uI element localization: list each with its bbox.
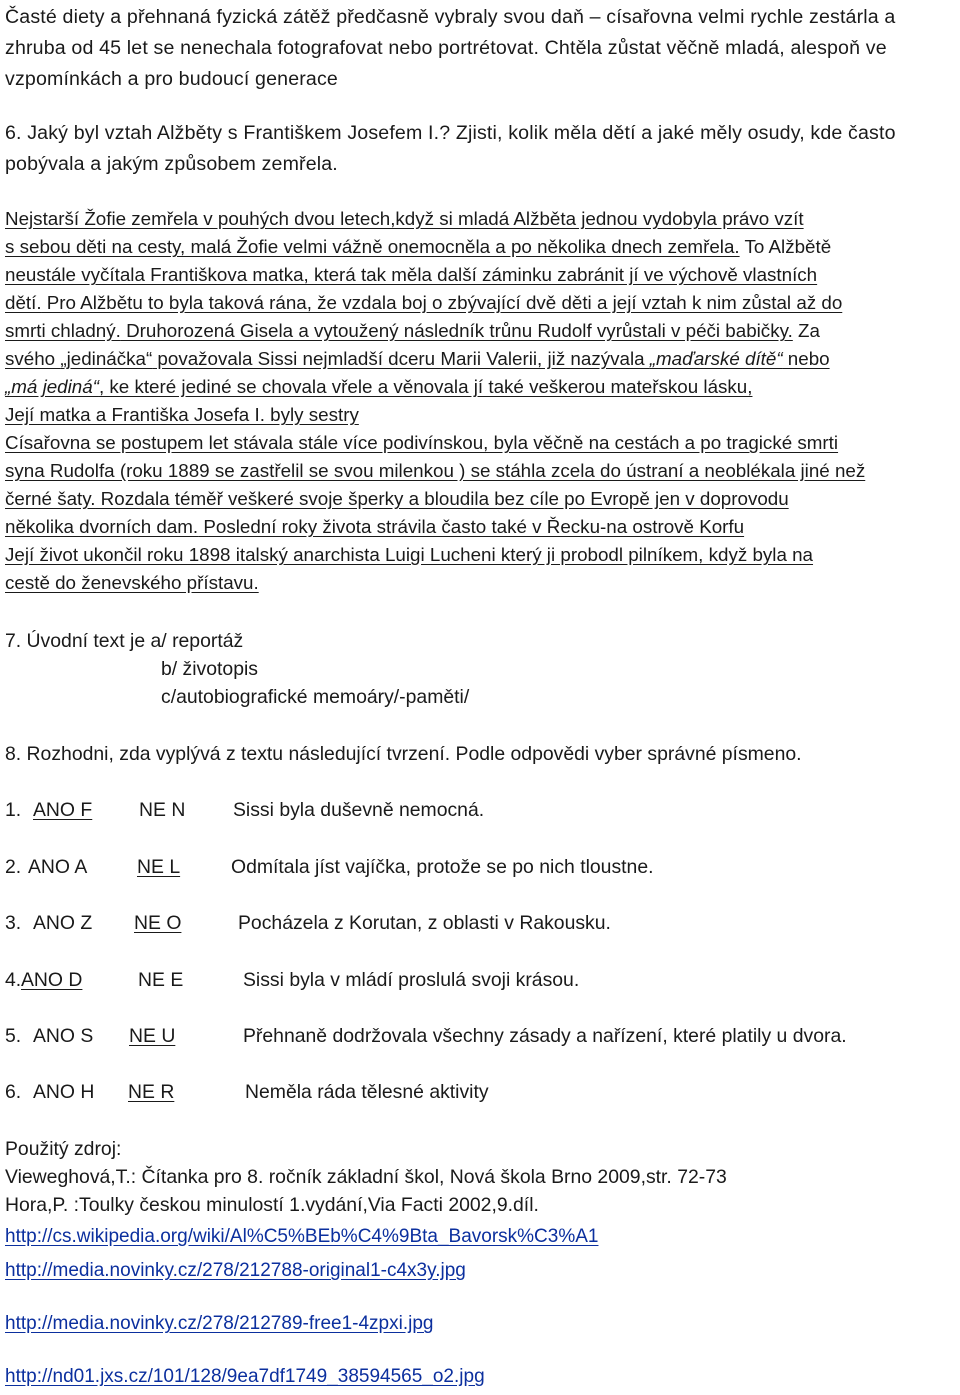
statement-number: 5. (5, 1025, 22, 1047)
statement-text: Odmítala jíst vajíčka, protože se po nich tloustne. (231, 856, 654, 878)
sources-heading: Použitý zdroj: (5, 1138, 122, 1160)
statement-number: 2. (5, 856, 22, 878)
answer-text: svého (5, 348, 61, 369)
answer-line-5 (5, 319, 820, 343)
answer-text: , ke které jediné se chovala vřele a věnovala jí také veškerou mateřskou lásku, (98, 376, 753, 397)
statement-text: Sissi byla duševně nemocná. (233, 799, 485, 821)
answer-italic-text: „má jediná“ (5, 376, 99, 397)
answer-line-14 (5, 571, 259, 595)
answer-text: dětí. (5, 292, 42, 313)
question-7-label: 7. Úvodní text je a/ reportáž (5, 630, 244, 652)
answer-text: Její život ukončil roku 1898 italský anarchista Luigi Lucheni který ji probodl pilníkem, když byla na (5, 544, 814, 565)
answer-line-11 (5, 487, 789, 511)
statement-number: 4. (5, 969, 22, 991)
statement-number: 6. (5, 1081, 22, 1103)
statement-text: Neměla ráda tělesné aktivity (245, 1081, 489, 1103)
answer-text: s sebou děti na cesty, malá Žofie velmi vážně onemocněla a po několika dnech zemřela. (5, 236, 740, 257)
answer-text: smrti chladný. (5, 320, 121, 341)
answer-text: Její matka a Františka Josefa I. byly sestry (5, 404, 359, 425)
answer-text: považovala Sissi nejmladší dceru Marii Valerii, již nazývala (152, 348, 650, 369)
source-link[interactable]: http://cs.wikipedia.org/wiki/Al%C5%BEb%C4%9Bta_Bavorsk%C3%A1 (5, 1226, 599, 1247)
answer-line-12 (5, 515, 744, 539)
question-6-line-2: pobývala a jakým způsobem zemřela. (5, 153, 338, 175)
answer-text: Poslední roky života strávila často také v Řecku-na ostrově Korfu (198, 516, 745, 537)
answer-text: syna Rudolfa (roku 1889 se zastřelil se svou milenkou ) se stáhla zcela do ústraní a neoblékala jiné než (5, 460, 866, 481)
answer-line-1 (5, 207, 804, 231)
statement-ano-option[interactable]: ANO H (33, 1081, 95, 1103)
source-link[interactable]: http://nd01.jxs.cz/101/128/9ea7df1749_38594565_o2.jpg (5, 1366, 485, 1387)
answer-line-10 (5, 459, 865, 483)
intro-line-1: Časté diety a přehnaná fyzická zátěž předčasně vybraly svou daň – císařovna velmi rychle zestárla a (5, 6, 896, 28)
answer-text: Za (792, 320, 820, 341)
statement-ne-option[interactable]: NE R (128, 1081, 175, 1103)
answer-line-13 (5, 543, 813, 567)
source-link[interactable]: http://media.novinky.cz/278/212789-free1-4zpxi.jpg (5, 1313, 434, 1334)
statement-ano-option[interactable]: ANO Z (33, 912, 93, 934)
answer-text: černé šaty. (5, 488, 96, 509)
statement-ne-option[interactable]: NE L (137, 856, 181, 878)
answer-text: nebo (782, 348, 830, 369)
answer-text: Pro Alžbětu to byla taková rána, že vzdala boj o zbývající dvě děti a její vztah k nim zůstal až do (41, 292, 843, 313)
answer-line-8 (5, 403, 359, 427)
statement-ano-option[interactable]: ANO F (33, 799, 93, 821)
intro-line-2: zhruba od 45 let se nenechala fotografovat nebo portrétovat. Chtěla zůstat věčně mladá, alespoň ve (5, 37, 887, 59)
statement-ne-option[interactable]: NE U (129, 1025, 176, 1047)
statement-number: 1. (5, 799, 22, 821)
statement-ne-option[interactable]: NE N (139, 799, 186, 821)
answer-italic-text: „maďarské dítě“ (649, 348, 783, 369)
intro-line-3: vzpomínkách a pro budoucí generace (5, 68, 338, 90)
question-7-option-c: c/autobiografické memoáry/-paměti/ (161, 686, 470, 708)
statement-text: Sissi byla v mládí proslulá svoji krásou. (243, 969, 580, 991)
statement-ano-option[interactable]: ANO D (21, 969, 83, 991)
answer-text: neustále vyčítala Františkova matka, která tak měla další záminku zabránit jí ve výchově vlastních (5, 264, 818, 285)
answer-text: Císařovna se postupem let stávala stále více podivínskou, byla věčně na cestách a po tragické smrti (5, 432, 839, 453)
answer-line-4 (5, 291, 842, 315)
answer-line-7 (5, 375, 752, 399)
answer-line-9 (5, 431, 838, 455)
answer-text: několika dvorních dam. (5, 516, 199, 537)
statement-ano-option[interactable]: ANO A (28, 856, 88, 878)
source-reference: Hora,P. :Toulky českou minulostí 1.vydání,Via Facti 2002,9.díl. (5, 1194, 539, 1216)
answer-text: Rozdala téměř veškeré svoje šperky a bloudila bez cíle po Evropě jen v doprovodu (95, 488, 789, 509)
question-6-line-1: 6. Jaký byl vztah Alžběty s Františkem Josefem I.? Zjisti, kolik měla dětí a jaké měly osudy, kde často (5, 122, 896, 144)
question-7-option-b: b/ životopis (161, 658, 259, 680)
answer-line-6 (5, 347, 830, 371)
answer-text: To Alžbětě (739, 236, 832, 257)
answer-text: cestě do ženevského přístavu. (5, 572, 259, 593)
statement-ne-option[interactable]: NE E (138, 969, 184, 991)
source-reference: Vieweghová,T.: Čítanka pro 8. ročník základní škol, Nová škola Brno 2009,str. 72-73 (5, 1166, 727, 1188)
question-8-label: 8. Rozhodni, zda vyplývá z textu následující tvrzení. Podle odpovědi vyber správné písmeno. (5, 743, 802, 765)
statement-ne-option[interactable]: NE O (134, 912, 182, 934)
statement-text: Pocházela z Korutan, z oblasti v Rakousku. (238, 912, 611, 934)
answer-text: Nejstarší Žofie zemřela v pouhých dvou letech,když si mladá Alžběta jednou vydobyla právo vzít (5, 208, 804, 229)
answer-line-3 (5, 263, 817, 287)
answer-text: „jedináčka“ (60, 348, 153, 369)
statement-text: Přehnaně dodržovala všechny zásady a nařízení, které platily u dvora. (243, 1025, 847, 1047)
statement-number: 3. (5, 912, 22, 934)
source-link[interactable]: http://media.novinky.cz/278/212788-original1-c4x3y.jpg (5, 1260, 466, 1281)
answer-line-2 (5, 235, 831, 259)
answer-text: Druhorozená Gisela a vytoužený následník trůnu Rudolf vyrůstali v péči babičky. (120, 320, 793, 341)
statement-ano-option[interactable]: ANO S (33, 1025, 94, 1047)
